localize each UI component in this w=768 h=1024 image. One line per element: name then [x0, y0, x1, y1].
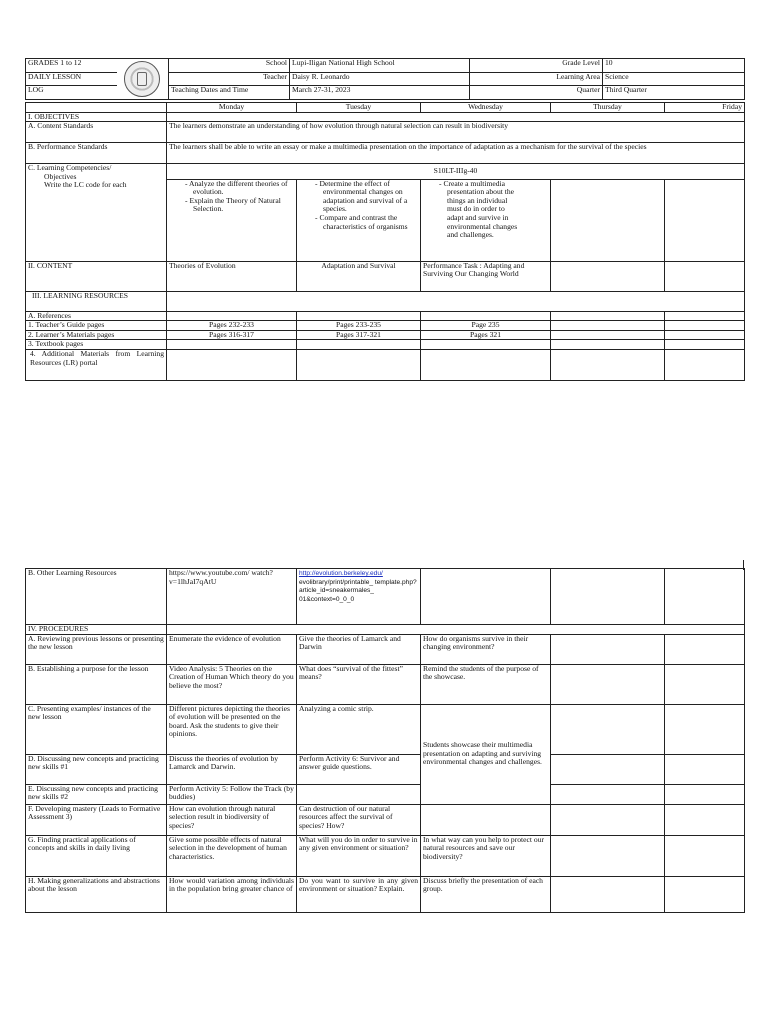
- procedure-row-e: E. Discussing new concepts and practicing new skills #2 Perform Activity 5: Follow the Track (by buddies): [26, 784, 745, 804]
- grade-value: 10: [603, 59, 745, 73]
- lm-tuesday: Pages 317-321: [297, 330, 421, 340]
- lm-wednesday: Pages 321: [421, 330, 551, 340]
- dates-value: March 27-31, 2023: [290, 86, 470, 100]
- procedure-row-d: D. Discussing new concepts and practicing new skills #1 Discuss the theories of evolution by Lamarck and Darwin. Perform Activity 6: Survivor and answer guide questions.: [26, 754, 745, 784]
- dll-title-3: LOG: [26, 86, 117, 100]
- header-table: [25, 58, 745, 100]
- dll-title-2: DAILY LESSON: [26, 72, 117, 86]
- area-label: Learning Area: [470, 72, 603, 86]
- tg-monday: Pages 232-233: [167, 321, 297, 331]
- lm-monday: Pages 316-317: [167, 330, 297, 340]
- grade-label: Grade Level: [470, 59, 603, 73]
- procedure-row-c: C. Presenting examples/ instances of the new lesson Different pictures depicting the theories of evolution will be presented on the board. Ask the students to give their opinions. Analyzing a comic strip. Students showcase their multimedia presentation on adapting and surviving environmental changes and challenges.: [26, 704, 745, 754]
- deped-seal-icon: [124, 61, 160, 97]
- area-value: Science: [603, 72, 745, 86]
- objectives-monday: - Analyze the different theories of evolution. - Explain the Theory of Natural Selection.: [167, 179, 297, 261]
- other-resources-tuesday: http://evolution.berkeley.edu/ evolibrary/print/printable_ template.php? article_id=sneakermales_ 01&context=0_0_0: [297, 569, 421, 625]
- content-monday: Theories of Evolution: [167, 261, 297, 291]
- other-resources-monday: https://www.youtube.com/ watch?v=1lhJaI7qAtU: [167, 569, 297, 625]
- day-friday: Friday: [665, 103, 745, 113]
- wednesday-showcase: Students showcase their multimedia presentation on adapting and surviving environmental changes and challenges.: [421, 704, 551, 804]
- content-heading: II. CONTENT: [26, 261, 167, 291]
- procedure-row-a: A. Reviewing previous lessons or presenting the new lesson Enumerate the evidence of evolution Give the theories of Lamarck and Darwin How do organisms survive in their changing environment?: [26, 634, 745, 664]
- school-label: School: [169, 59, 290, 73]
- quarter-value: Third Quarter: [603, 86, 745, 100]
- content-standards-text: The learners demonstrate an understanding of how evolution through natural selection can result in biodiversity: [167, 122, 745, 143]
- procedures-heading: IV. PROCEDURES: [26, 625, 167, 635]
- performance-standards-text: The learners shall be able to write an essay or make a multimedia presentation on the importance of adaptation as a mechanism for the survival of the species: [167, 143, 745, 164]
- tg-wednesday: Page 235: [421, 321, 551, 331]
- content-tuesday: Adaptation and Survival: [297, 261, 421, 291]
- berkeley-link[interactable]: http://evolution.berkeley.edu/: [299, 570, 383, 577]
- lesson-table-page1: [25, 102, 745, 381]
- objectives-tuesday: - Determine the effect of environmental changes on adaptation and survival of a species. - Compare and contrast the characteristics of organisms: [297, 179, 421, 261]
- objectives-heading: I. OBJECTIVES: [26, 112, 167, 122]
- day-wednesday: Wednesday: [421, 103, 551, 113]
- lm-label: 2. Learner’s Materials pages: [26, 330, 167, 340]
- additional-materials-label: 4. Additional Materials from Learning Resources (LR) portal: [26, 350, 167, 381]
- days-row: [26, 103, 745, 113]
- day-tuesday: Tuesday: [297, 103, 421, 113]
- objectives-wednesday: - Create a multimedia presentation about the things an individual must do in order to adapt and survive in environmental changes and challenges.: [421, 179, 551, 261]
- seal-cell: [117, 59, 169, 100]
- content-wednesday: Performance Task : Adapting and Surviving Our Changing World: [421, 261, 551, 291]
- performance-standards-label: B. Performance Standards: [26, 143, 167, 164]
- quarter-label: Quarter: [470, 86, 603, 100]
- procedure-row-f: F. Developing mastery (Leads to Formative Assessment 3) How can evolution through natural selection result in biodiversity of species? Can destruction of our natural resources affect the survival of species? How?: [26, 804, 745, 835]
- other-resources-label: B. Other Learning Resources: [26, 569, 167, 625]
- school-value: Lupi-Iligan National High School: [290, 59, 470, 73]
- teacher-label: Teacher: [169, 72, 290, 86]
- lesson-table-page2: [25, 568, 745, 913]
- lc-code: S10LT-IIIg-40: [167, 164, 745, 180]
- dll-title: GRADES 1 to 12: [26, 59, 117, 73]
- procedure-row-b: B. Establishing a purpose for the lesson Video Analysis: 5 Theories on the Creation of Human Which theory do you believe the most? What does “survival of the fittest” means? Remind the students of the purpose of the showcase.: [26, 664, 745, 704]
- day-thursday: Thursday: [551, 103, 665, 113]
- content-standards-label: A. Content Standards: [26, 122, 167, 143]
- procedure-row-g: G. Finding practical applications of concepts and skills in daily living Give some possible effects of natural selection in the development of human characteristics. What will you do in order to survive in any given environment or situation? In what way can you help to protect our natural resources and save our biodiversity?: [26, 835, 745, 876]
- competencies-label: C. Learning Competencies/ Objectives Write the LC code for each: [26, 164, 167, 262]
- tg-label: 1. Teacher’s Guide pages: [26, 321, 167, 331]
- learning-resources-heading: III. LEARNING RESOURCES: [26, 291, 167, 311]
- teacher-value: Daisy R. Leonardo: [290, 72, 470, 86]
- dates-label: Teaching Dates and Time: [169, 86, 290, 100]
- references-label: A. References: [26, 311, 167, 321]
- textbook-label: 3. Textbook pages: [26, 340, 167, 350]
- procedure-row-h: H. Making generalizations and abstractions about the lesson How would variation among individuals in the population bring greater chance of Do you want to survive in any given environment or situation? Explain. Discuss briefly the presentation of each group.: [26, 876, 745, 912]
- day-monday: Monday: [167, 103, 297, 113]
- tg-tuesday: Pages 233-235: [297, 321, 421, 331]
